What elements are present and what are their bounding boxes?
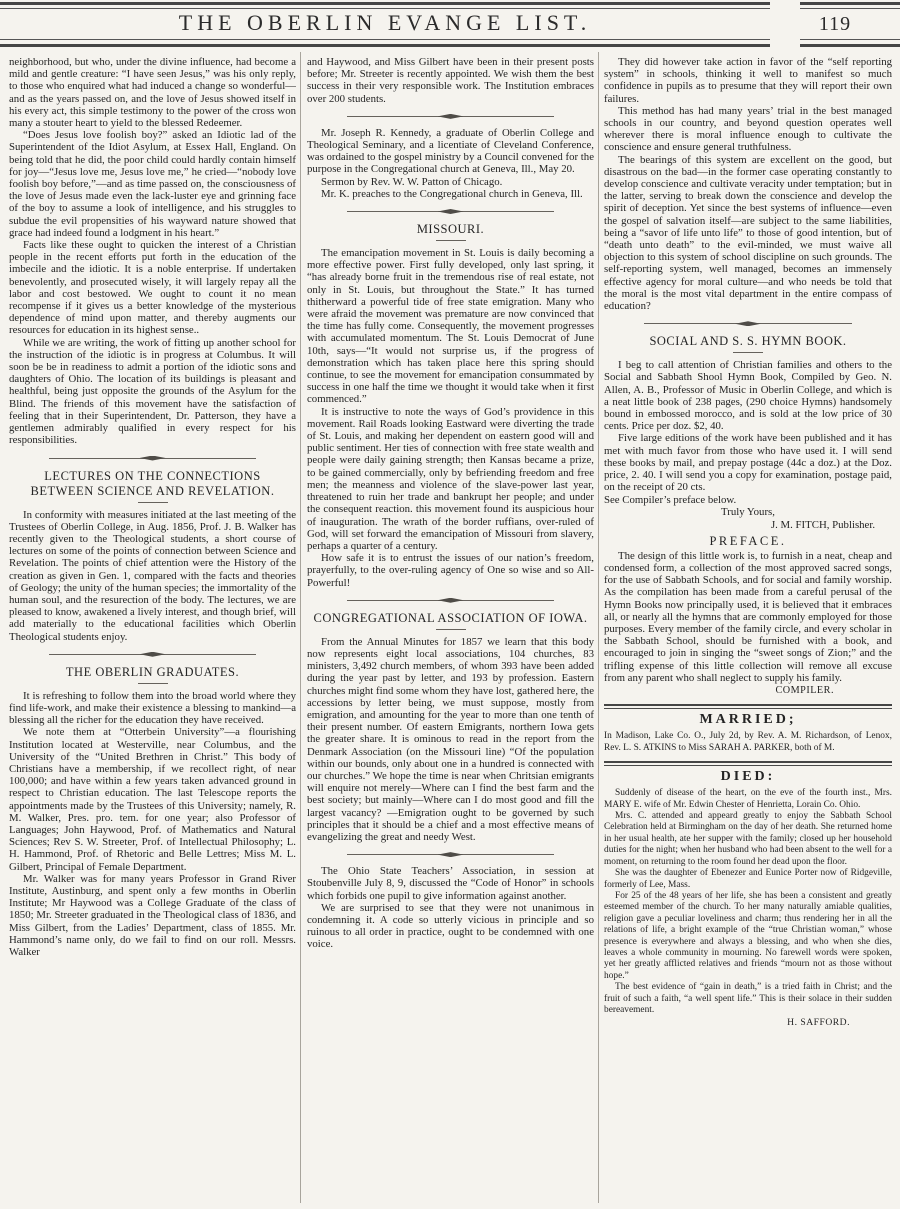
section-divider (347, 597, 554, 604)
section-heading: LECTURES ON THE CONNECTIONS BETWEEN SCIENCE AND REVELATION. (30, 468, 275, 498)
section-heading: MISSOURI. (416, 222, 485, 237)
heading-rule (436, 629, 466, 630)
article-paragraph: We note them at “Otterbein University”—a flourishing Institution located at Westerville, near Columbus, and the University of the “United Brethren in Christ.” This body of Christians have a membership, if we recollect right, of near 100,000; and have within a few years taken advanced ground in respect to Christian education. The last Telescope reports the appointments made by the Trustees of this University; namely, R. M. Walker, Pres. pro. tem. for one year; also Professor of Languages; John Haywood, Prof. of Mathematics and Natural Sciences; Rev S. W. Streeter, Prof. of Intellectual Philosophy; L. H. Hammond, Prof. of Rhetoric and Belle Lettres; Miss M. L. Gilbert, Principal of Female Department. (9, 726, 296, 873)
section-heading: SOCIAL AND S. S. HYMN BOOK. (649, 334, 847, 349)
article-paragraph: I beg to call attention of Christian families and others to the Social and Sabbath Shool Hymn Book, Compiled by Geo. N. Allen, A. B., Professor of Music in Oberlin College, and which is a neat little book of 238 pages, (290 choice Hymns) handsomely bound in embossed morocco, and is sold at the low price of 30 cents. Price per doz. $2, 40. (604, 359, 892, 433)
article-paragraph: Mr. Walker was for many years Professor in Grand River Institute, Austinburg, and spent only a few months in Oberlin Institute; Mr Haywood was a College Graduate of the class of 1850; Mr. Streeter graduated in the Theological class of 1836, and Miss Gilbert, from the Ladies’ Department, class of 1855. Mr. Hammond’s name only, do we fail to find on our roll. Messrs. Walker (9, 872, 296, 958)
masthead-top-rule-thick (0, 2, 900, 5)
article-paragraph: How safe it is to entrust the issues of our nation’s freedom, prayerfully, to the over-ruling agency of One so wise and so All-Powerful! (307, 552, 594, 589)
article-paragraph: The bearings of this system are excellent on the good, but disastrous on the bad—in the former case operating constantly to develop conscience and cultivate veracity under temptation; but in the latter, serving to break down the conscience and develop the spirit of deception. Yet since the best systems of influence—even the gospel of salvation itself—are subject to the same liabilities, being a “savor of life unto life” to those of good intention, but of “death unto death” to the evil-minded, we must waive all objection to this system of school discipline on such grounds. The self-reporting system, well managed, becomes an immensely effective agency for moral culture—and who needs be told that the moral is the most vital department in the entire compass of education? (604, 153, 892, 313)
section-divider (347, 208, 554, 215)
masthead-bottom-rule-thick (0, 44, 900, 47)
article-paragraph: While we are writing, the work of fitting up another school for the instruction of the idiotic is in progress at Columbus. It will soon be be in readiness to admit a portion of the idiotic sons and daughters of Ohio. The location of its buildings is pleasant and healthful, being just opposite the grounds of the Asylum for the Blind. The friends of this movement have the satisfaction of feeling that in their Superintendent, Dr. Patterson, they have a gentlemen admirably qualified in every respect for his responsibilities. (9, 336, 296, 447)
heading-rule (138, 683, 168, 684)
masthead-top-rule-thin (0, 8, 900, 9)
signature-line: H. SAFFORD. (787, 1017, 850, 1029)
article-paragraph: They did however take action in favor of the “self reporting system” in schools, thinking it well to manifest so much confidence in pupils as to presume that they will report their own failures. (604, 56, 892, 105)
column-divider-left (300, 52, 301, 1203)
signature-line: J. M. FITCH, Publisher. (770, 519, 876, 532)
article-paragraph-fine: She was the daughter of Ebenezer and Eunice Porter now of Ridgeville, formerly of Lee, Mass. (604, 868, 892, 890)
section-divider (347, 851, 554, 858)
page-number: 119 (818, 13, 852, 35)
section-heading: THE OBERLIN GRADUATES. (65, 664, 240, 679)
article-paragraph: Five large editions of the work have been published and it has met with much favor from those who have used it. I will send these books by mail, and prepay postage (44c a doz.) at the Doz. price, 2. 40. I will send you a copy for examination, postage paid, on the receipt of 20 cts. (604, 432, 892, 494)
article-paragraph: Facts like these ought to quicken the interest of a Christian people in the recent efforts put forth in the education of the imbecile and the idiotic. It is a noble enterprise. If undertaken benevolently, and prosecuted wisely, it will largely repay all the labor and cost bestowed. We ought to count it no mean recompense if it gives us a better knowledge of the mysterious dependence of mind upon matter, and thereby augments our resources for education in its highest sense.. (9, 239, 296, 337)
heading-rule (733, 352, 763, 353)
masthead-bottom-rule-thin (0, 39, 900, 40)
section-divider (347, 113, 554, 120)
article-paragraph: It is refreshing to follow them into the broad world where they find life-work, and make their existence a blessing to mankind—a blessing all the richer for the education they have received. (9, 689, 296, 727)
signature-line: COMPILER. (775, 684, 834, 696)
section-subheading: PREFACE. (709, 533, 787, 548)
article-paragraph: We are surprised to see that they were not unanimous in condemning it. A code so utterly vicious in principle and so ruinous to all order in practice, ought to be condemned with one voice. (307, 901, 594, 951)
article-paragraph-fine: Suddenly of disease of the heart, on the eve of the fourth inst., Mrs. MARY E. wife of Mr. Edwin Chester of Henrietta, Lorain Co. Ohio. (604, 788, 892, 810)
article-paragraph: From the Annual Minutes for 1857 we learn that this body now represents eight local associations, 104 churches, 83 ministers, 3,492 church members, of whom 393 have been added during the year past by letter, and 193 by profession. Eastern churches might find some whom they have lost, gathered here, the accessions by letter being, we must suppose, mostly from emigration, and amounting for the year to more than one tenth of their present number. Of eastern Emigrants, northern Iowa gets the greater share. It is ominous to read in the report from the Denmark Association (on the Missouri line) “Of the population within our bounds, only about one in a hundred is connected with our churches.” We hope the time is near when Chritsian emigrants will enquire not merely—Where can I find the best farm and the best society; but mainly—Where can I do most good and fill the largest vacancy? —Emigration ought to be governed by such principles that it should be a chief and a most effective means of evangelizing the great and needy West. (307, 635, 594, 843)
article-paragraph: In conformity with measures initiated at the last meeting of the Trustees of Oberlin College, in Aug. 1856, Prof. J. B. Walker has recently given to the Theological students, a short course of lectures on some of the points of connection between Science and Revelation. The points of chief attention were the History of the creation as given in Gen. 1, compared with the facts and theories of Geology; the unity of the human species; the immortality of the human soul, and the resurection of the body. The lectures, we are pleased to know, awakened a lively interest, and though brief, will add materially to the educational facilities which Oberlin Theological students enjoy. (9, 508, 296, 643)
heading-rule (138, 502, 168, 503)
section-heading: CONGREGATIONAL ASSOCIATION OF IOWA. (313, 610, 588, 625)
article-paragraph: This method has had many years’ trial in the best managed schools in our country, and beyond question operates well wherever there is moral influence enough to cultivate the conscience and ensure general truthfulness. (604, 104, 892, 154)
column-divider-right (598, 52, 599, 1203)
newspaper-title: THE OBERLIN EVANGE LIST. (178, 10, 592, 35)
article-paragraph: and Haywood, and Miss Gilbert have been in their present posts before; Mr. Streeter is recently appointed. We wish them the best success in their very responsible work. The Institution embraces over 200 students. (307, 56, 594, 105)
double-rule (604, 761, 892, 766)
section-divider (644, 320, 851, 327)
article-paragraph-fine: The best evidence of “gain in death,” is a tried faith in Christ; and the fruit of such a faith, “a well spent life.” This is their solace in their sudden bereavement. (604, 982, 892, 1015)
article-paragraph: Mr. Joseph R. Kennedy, a graduate of Oberlin College and Theological Seminary, and a licentiate of Cleveland Conference, was ordained to the gospel ministry by a Council convened for the purpose in the Congregational church at Geneva, Ill., May 20. (307, 126, 594, 176)
column-1 (9, 56, 296, 1207)
double-rule (604, 704, 892, 709)
article-paragraph: Sermon by Rev. W. W. Patton of Chicago. (321, 175, 503, 188)
section-divider (49, 455, 256, 462)
heading-rule (436, 240, 466, 241)
article-paragraph-fine: In Madison, Lake Co. O., July 2d, by Rev. A. M. Richardson, of Lenox, Rev. L. S. ATKINS to Miss SARAH A. PARKER, both of M. (604, 731, 892, 753)
column-3 (604, 56, 892, 1207)
section-heading: MARRIED; (699, 712, 797, 728)
article-paragraph: Mr. K. preaches to the Congregational church in Geneva, Ill. (321, 187, 583, 200)
column-2 (307, 56, 594, 1207)
article-paragraph: The emancipation movement in St. Louis is daily becoming a more effective power. First fully developed, only last spring, it “has already borne fruit in the tremendous rise of real estate, not only in St. Louis, but throughout the State.” It has turned thitherward a powerful tide of free state emigration. Many who were afraid the movement was premature are now convinced that the time has fully come. Consequently, the movement progresses with accumulated momentum. The St. Louis Democrat of June 10th, says—“It would not surprise us, if the progress of demonstration which has taken place here this spring should continue, to see the movement for emancipation consummated by success in one half the time we thought it would take when it first commenced.” (307, 247, 594, 406)
article-paragraph: The Ohio State Teachers’ Association, in session at Stoubenville July 8, 9, discussed the “Code of Honor” in schools which forbids one pupil to give information against another. (307, 865, 594, 902)
signature-line: Truly Yours, (721, 505, 775, 518)
article-paragraph-fine: Mrs. C. attended and appeard greatly to enjoy the Sabbath School Celebration held at Birmingham on the day of her death. She returned home in her usual health, ate her supper with the family; closed up her household duties for the night; when her husband who had been absent to the well for a moment, on returning to the room found her dead upon the floor. (604, 811, 892, 867)
section-divider (49, 651, 256, 658)
article-paragraph-fine: For 25 of the 48 years of her life, she has been a consistent and greatly esteemed member of the church. To her many naturally amiable qualities, religion gave a peculiar loveliness and charm; thus rendering her in all the relations of life, a bright example of the “true Christian woman,” whose presence is everywhere and always a blessing, and who when she dies, leaves a whole community in mourning. No farewell words were spoken, yet her greatly afflicted relatives and friends “mourn not as those without hope.” (604, 890, 892, 981)
section-heading: DIED: (720, 769, 776, 785)
masthead (0, 10, 900, 36)
article-paragraph: “Does Jesus love foolish boy?” asked an Idiotic lad of the Superintendent of the Idiot Asylum, at Essex Hall, England. On being told that he did, the poor child could hardly contain himself for joy—“Jesus love me, Jesus love me,” he cried—“nobody love foolish boy before,”—and as time passed on, the consciousness of the love of Jesus made even the lack-luster eye and grinning face of the boy to assume a look of intelligence, and his struggles to subdue the evil propensities of his wayward nature showed that grace had indeed found a lodgment in his heart.” (9, 129, 296, 239)
article-paragraph: The design of this little work is, to furnish in a neat, cheap and condensed form, a collection of the most approved sacred songs, for the use of Sabbath Schools, and for social and family worship. As the compilation has been made from a careful perusal of the Hymn Books now principally used, it is believed that it embraces all, or nearly all the hymns that are commonly employed for those purposes. Every member of the family circle, and every scholar in the Sabbath School, should be furnished with a book, and encouraged to join in singing the “sweet songs of Zion;” and the trifling expense of this little collection will remove all excuse from any parent who shall neglect to supply his family. (604, 549, 892, 684)
article-paragraph: neighborhood, but who, under the divine influence, had become a mild and gentle creature: “I have seen Jesus,” was his only reply, to those who enquired what had induced a change so wonderful—and as the years passed on, and the love of Jesus showed itself in his every act, this simple testimony to the power of the cross won many a stouter heart to yield to the blessed Redeemer. (9, 56, 296, 130)
article-paragraph: It is instructive to note the ways of God’s providence in this movement. Rail Roads looking Eastward were diverting the trade of St. Louis, and making her dependent on eastern good will and public sentiment. Her ties of connection with free state wealth and people were daily gaining strength; then Kansas became a prize, to be gained commercially, only by befriending freedom and free men; the meanness and violence of the slave-power last year, threatened to ruin her trade and bankrupt her people; and under the consequent reaction. this movement found its auspicious hour of inauguration. The wrath of the border ruffians, over-ruled of God, will set forward the emancipation of Missouri from slavery, perhaps a quarter of a century. (307, 405, 594, 552)
article-paragraph: See Compiler’s preface below. (604, 493, 737, 506)
